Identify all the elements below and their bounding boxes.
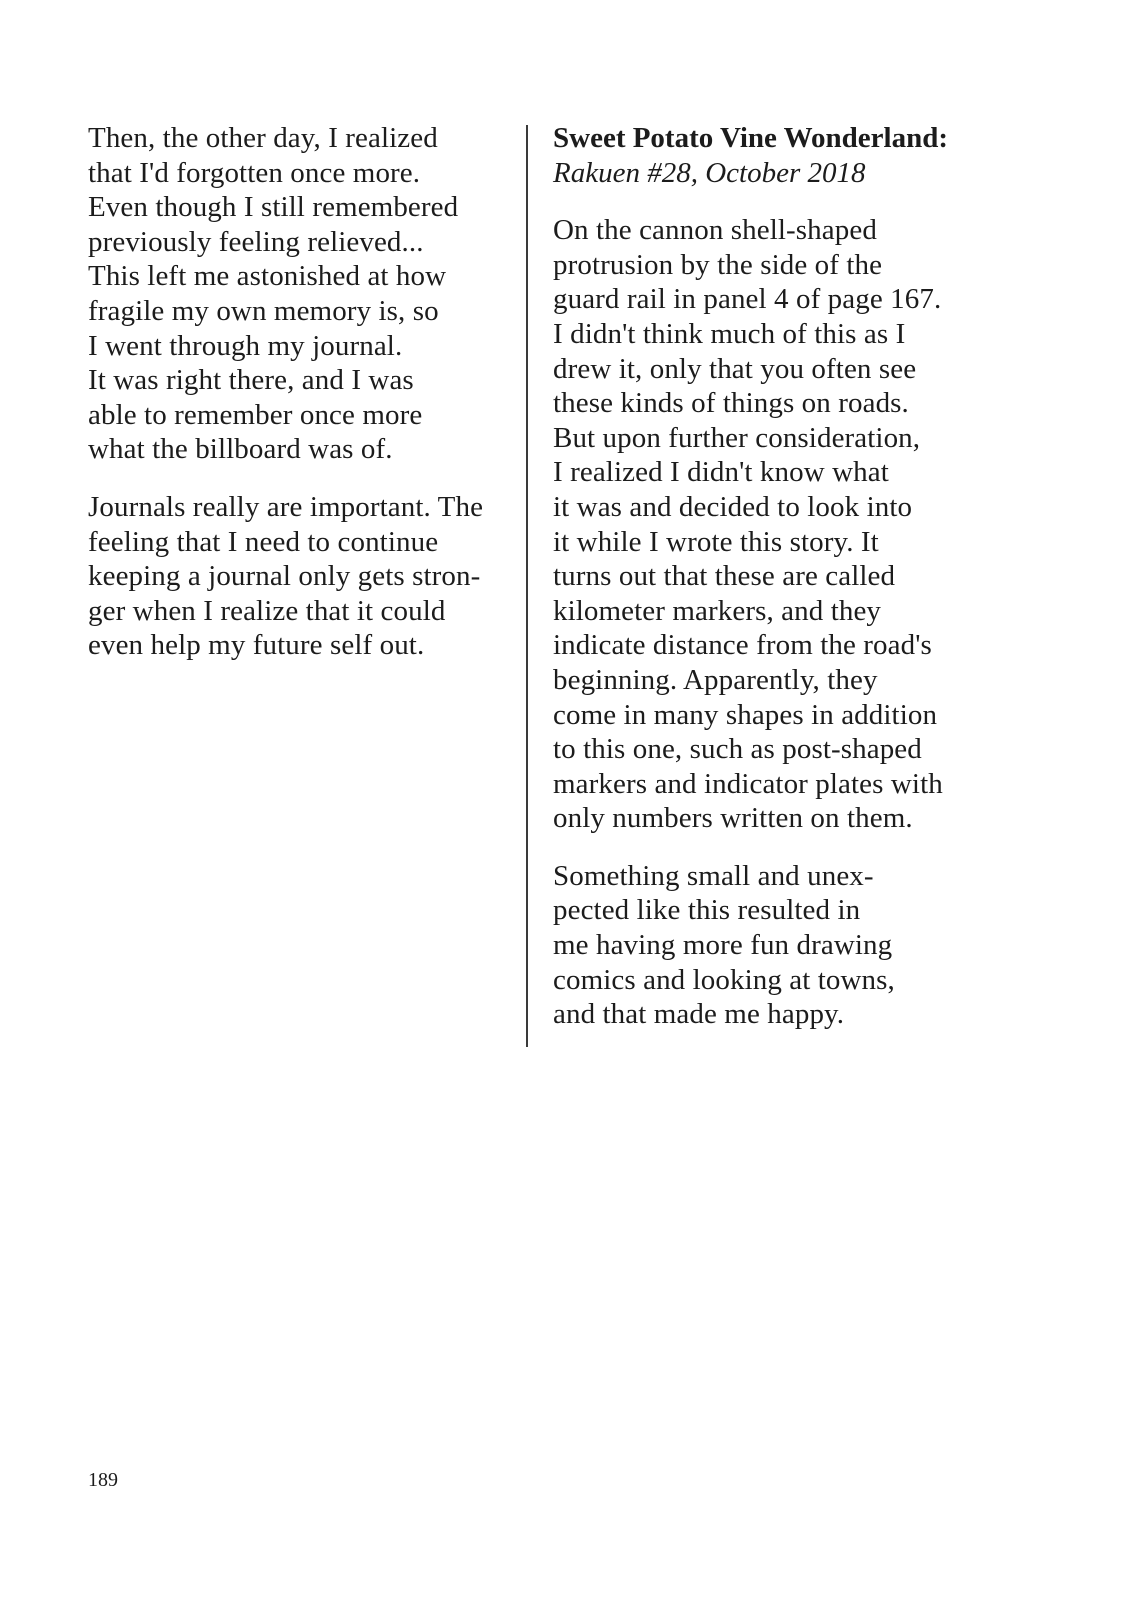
text-line: and that made me happy. (553, 998, 845, 1031)
text-line: On the cannon shell-shaped (553, 214, 877, 247)
text-line: But upon further consideration, (553, 421, 921, 454)
text-line: Then, the other day, I realized (88, 122, 438, 154)
text-line: what the billboard was of. (88, 433, 393, 466)
text-line: kilometer markers, and they (553, 594, 882, 627)
text-line: fragile my own memory is, so (88, 294, 439, 327)
text-line: feeling that I need to continue (88, 525, 439, 558)
right-column (553, 121, 983, 1055)
text-line: I realized I didn't know what (553, 456, 889, 489)
text-line: able to remember once more (88, 398, 423, 431)
text-line: that I'd forgotten once more. (88, 156, 421, 189)
text-line: It was right there, and I was (88, 364, 414, 397)
text-line: to this one, such as post-shaped (553, 733, 922, 766)
text-line: protrusion by the side of the (553, 248, 883, 281)
left-paragraph-2 (88, 490, 518, 663)
text-line: only numbers written on them. (553, 802, 913, 835)
text-line: even help my future self out. (88, 629, 425, 662)
text-line: it while I wrote this story. It (553, 525, 879, 558)
text-line: previously feeling relieved... (88, 225, 424, 258)
text-line: it was and decided to look into (553, 490, 913, 523)
text-line: keeping a journal only gets stron- (88, 560, 481, 593)
text-line: me having more fun drawing (553, 929, 893, 962)
text-line: turns out that these are called (553, 560, 896, 593)
text-line: I didn't think much of this as I (553, 317, 906, 350)
text-line: guard rail in panel 4 of page 167. (553, 283, 942, 316)
text-line: come in many shapes in addition (553, 698, 938, 731)
text-line: ger when I realize that it could (88, 594, 446, 627)
text-line: these kinds of things on roads. (553, 387, 909, 420)
left-paragraph-1 (88, 121, 518, 467)
text-line: indicate distance from the road's (553, 629, 932, 662)
text-line: drew it, only that you often see (553, 352, 917, 385)
text-line: Something small and unex- (553, 859, 874, 892)
left-column (88, 121, 518, 686)
section-title: Sweet Potato Vine Wonderland: (553, 122, 948, 154)
text-line: beginning. Apparently, they (553, 663, 878, 696)
text-line: Even though I still remembered (88, 191, 459, 224)
right-paragraph-1 (553, 213, 983, 836)
page-number: 189 (88, 1469, 118, 1491)
text-line: I went through my journal. (88, 329, 403, 362)
text-line: pected like this resulted in (553, 894, 861, 927)
column-divider (526, 125, 528, 1047)
text-line: markers and indicator plates with (553, 767, 943, 800)
text-line: Journals really are important. The (88, 490, 484, 523)
text-line: comics and looking at towns, (553, 963, 895, 996)
section-subtitle: Rakuen #28, October 2018 (553, 156, 866, 189)
text-line: This left me astonished at how (88, 260, 447, 293)
section-heading (553, 121, 983, 190)
right-paragraph-2 (553, 859, 983, 1032)
